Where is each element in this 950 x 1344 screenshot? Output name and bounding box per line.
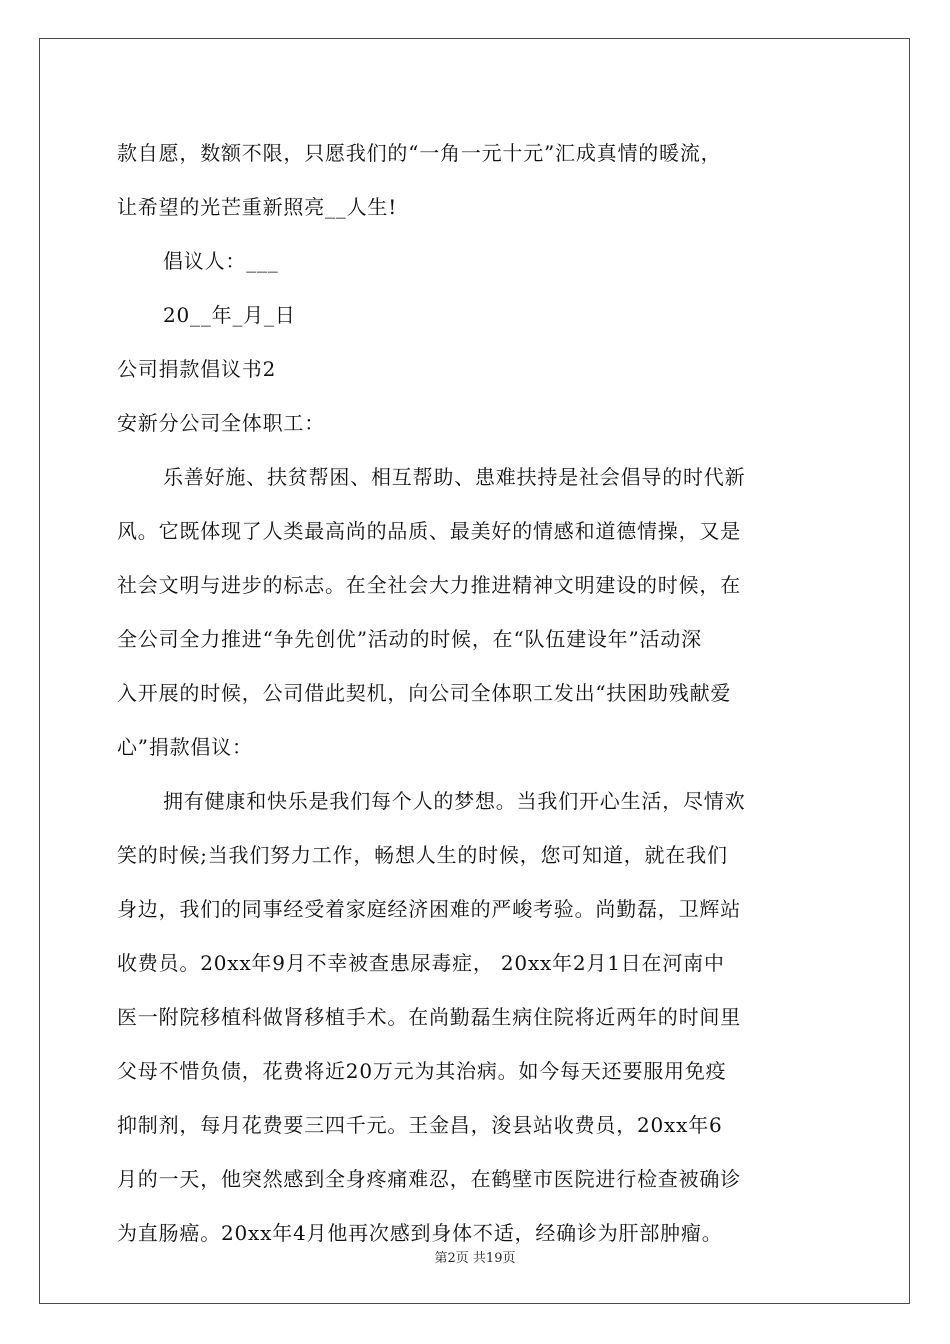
text-line: 父母不惜负债，花费将近20万元为其治病。如今每天还要服用免疫 — [117, 1059, 727, 1083]
text-line: 款自愿，数额不限，只愿我们的“一角一元十元”汇成真情的暖流， — [117, 141, 722, 165]
text-line: 风。它既体现了人类最高尚的品质、最美好的情感和道德情操，又是 — [117, 519, 741, 543]
salutation: 安新分公司全体职工： — [117, 411, 325, 435]
section-title: 公司捐款倡议书2 — [117, 357, 277, 381]
text-line: 抑制剂，每月花费要三四千元。王金昌，浚县站收费员，20xx年6 — [117, 1113, 723, 1137]
text-line: 入开展的时候，公司借此契机，向公司全体职工发出“扶困助残献爱 — [117, 681, 732, 705]
text-line: 月的一天，他突然感到全身疼痛难忍，在鹤壁市医院进行检查被确诊 — [117, 1167, 741, 1191]
text-line: 医一附院移植科做肾移植手术。在尚勤磊生病住院将近两年的时间里 — [117, 1005, 741, 1029]
text-line: 乐善好施、扶贫帮困、相互帮助、患难扶持是社会倡导的时代新 — [163, 465, 746, 489]
text-line: 收费员。20xx年9月不幸被查患尿毒症， 20xx年2月1日在河南中 — [117, 951, 725, 975]
text-line: 身边，我们的同事经受着家庭经济困难的严峻考验。尚勤磊，卫辉站 — [117, 897, 741, 921]
date-line: 20__年_月_日 — [163, 303, 296, 327]
signature-line: 倡议人：___ — [163, 249, 279, 273]
text-line: 心”捐款倡议： — [117, 735, 253, 759]
text-line: 让希望的光芒重新照亮__人生! — [117, 195, 398, 219]
text-line: 为直肠癌。20xx年4月他再次感到身体不适，经确诊为肝部肿瘤。 — [117, 1221, 723, 1245]
text-line: 全公司全力推进“争先创优”活动的时候，在“队伍建设年”活动深 — [117, 627, 702, 651]
document-body — [117, 126, 837, 1260]
text-line: 社会文明与进步的标志。在全社会大力推进精神文明建设的时候，在 — [117, 573, 741, 597]
text-line: 拥有健康和快乐是我们每个人的梦想。当我们开心生活，尽情欢 — [163, 789, 746, 813]
text-line: 笑的时候;当我们努力工作，畅想人生的时候，您可知道，就在我们 — [117, 843, 728, 867]
page-number: 第2页 共19页 — [434, 1251, 516, 1266]
